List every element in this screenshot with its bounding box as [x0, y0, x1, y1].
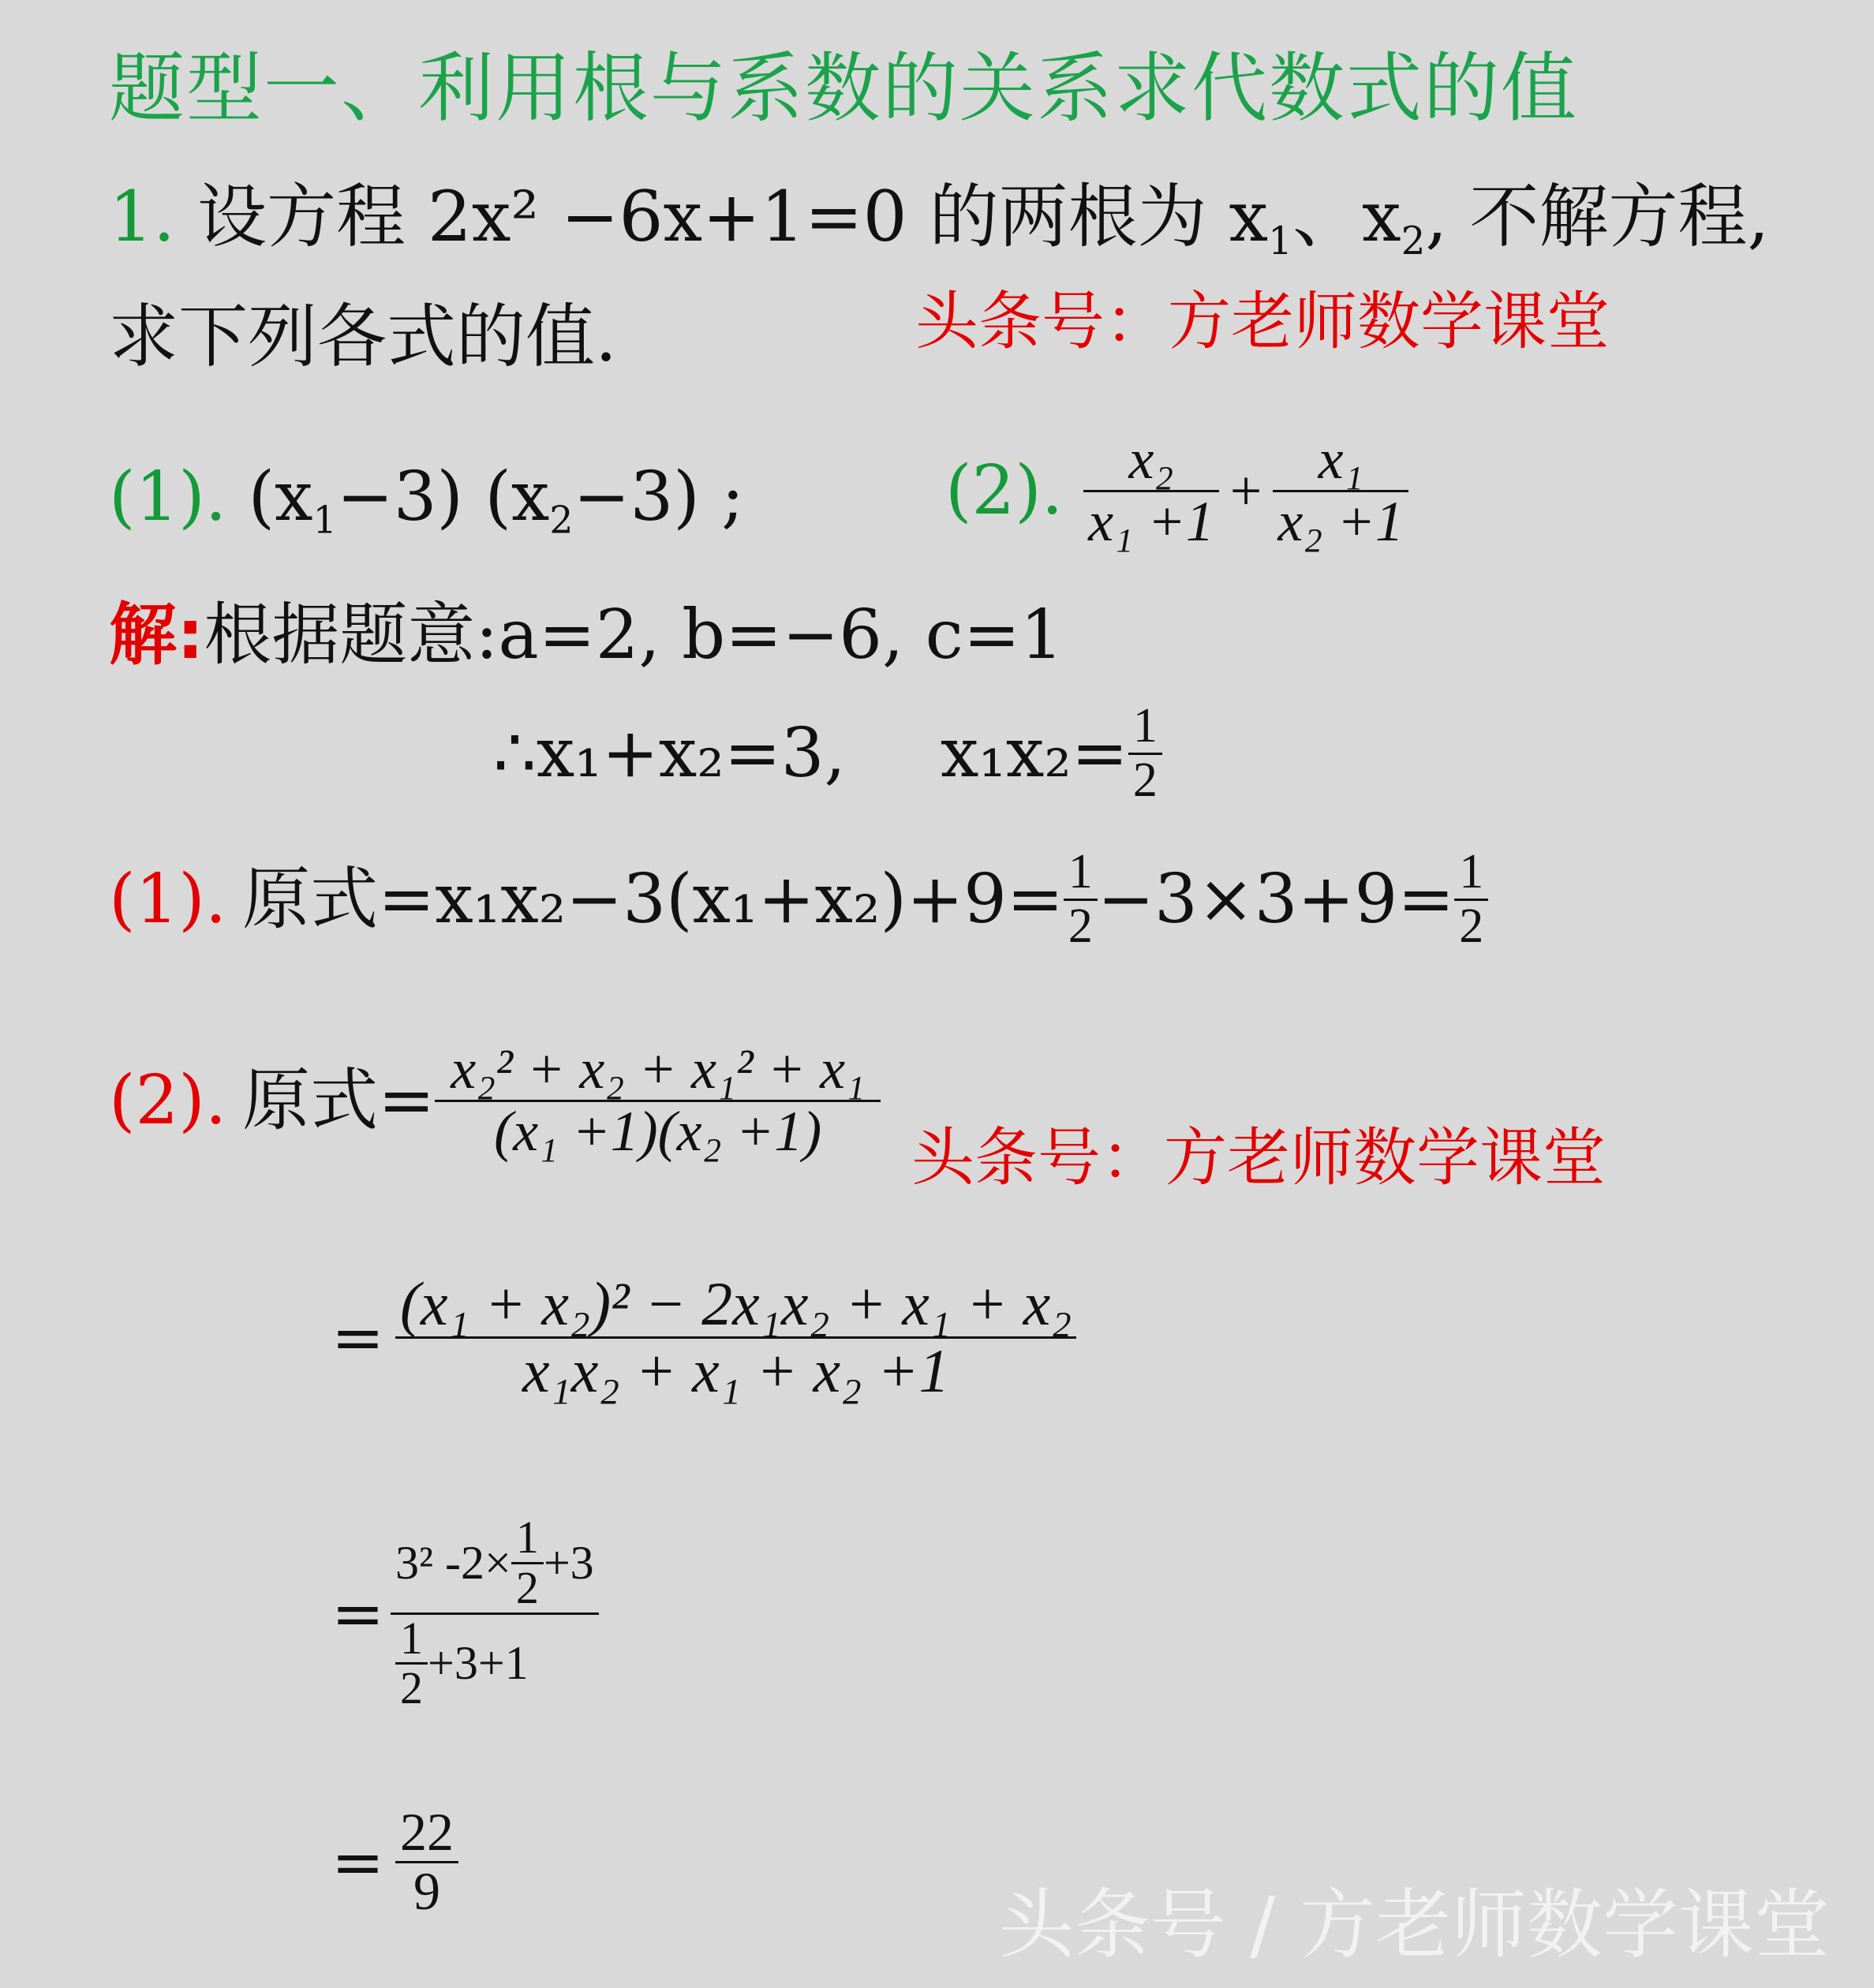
therefore-product: x₁x₂= — [940, 714, 1128, 793]
solution-2 — [109, 1006, 881, 1195]
therefore-product-frac: $\frac{1}{2}$ — [1128, 701, 1162, 805]
watermark-inline-1: 头条号：方老师数学课堂 — [915, 285, 1610, 358]
solution-1-mid: −3×3+9= — [1097, 860, 1455, 939]
question-line-2: 求下列各式的值. — [109, 296, 617, 377]
part-2-frac-1 — [1083, 427, 1219, 553]
therefore-sum: x₁+x₂=3, — [536, 714, 846, 793]
footer-watermark: 头条号 / 方老师数学课堂 — [998, 1881, 1830, 1969]
solution-2-frac: $\frac{\text{x₂² + x₂ + x₁² + x₁}}{\text{(x₁ +1)(x₂ +1)}}$ — [435, 1040, 881, 1161]
solution-1-text: 原式=x₁x₂−3(x₁+x₂)+9= — [242, 860, 1064, 939]
result-den: 9 — [413, 1860, 441, 1921]
solution-2-label: (2). — [109, 1061, 227, 1140]
result-num: 22 — [400, 1802, 454, 1863]
section-title: 题型一、利用根与系数的关系求代数式的值 — [109, 44, 1578, 133]
question-text-b: 、x — [1292, 176, 1401, 257]
question-line-1 — [109, 174, 1769, 285]
part-2-plus: + — [1229, 459, 1262, 522]
step-3-frac — [391, 1511, 599, 1714]
question-number: 1. — [109, 176, 175, 257]
step-3-den: $\frac{1}{2}$ +3+1 — [391, 1615, 533, 1713]
part-2-frac-1-num: x₂ — [1128, 427, 1174, 491]
solution-given-text: 根据题意:a=2, b=−6, c=1 — [204, 596, 1064, 674]
result-frac — [395, 1804, 458, 1919]
part-2-frac-2-num: x₁ — [1318, 427, 1363, 491]
question-sub-1: 1 — [1268, 219, 1292, 263]
question-sub-2: 2 — [1401, 219, 1426, 263]
solution-2-text: 原式= — [242, 1061, 436, 1140]
solution-1-label: (1). — [109, 860, 227, 939]
part-2-label: (2). — [945, 451, 1064, 530]
question-text-c: , 不解方程, — [1425, 176, 1770, 257]
step-3 — [331, 1483, 599, 1743]
solution-label: 解: — [109, 596, 204, 674]
therefore-line — [493, 694, 1162, 813]
part-1-label: (1). — [109, 458, 227, 536]
part-2 — [945, 412, 1408, 570]
part-1-expr-a: (x — [248, 458, 313, 536]
step-4-eq: = — [331, 1825, 385, 1899]
step-2 — [331, 1254, 1076, 1420]
solution-1-frac-a: $\frac{1}{2}$ — [1064, 846, 1098, 951]
step-3-eq: = — [331, 1576, 385, 1650]
part-1: (1). $(x_1-3)$ $(x_2-3)$ ; — [109, 458, 745, 543]
solution-1 — [109, 840, 1488, 958]
watermark-inline-2: 头条号：方老师数学课堂 — [911, 1121, 1606, 1194]
part-2-frac-1-den: x₁ +1 — [1088, 489, 1214, 553]
step-2-frac: $\frac{\text{(x₁ + x₂)² − 2x₁x₂ + x₁ + x₂}}{\text{x₁x₂ + x₁ + x₂ +1}}$ — [395, 1272, 1076, 1403]
solution-given — [109, 592, 1064, 678]
step-2-eq: = — [331, 1300, 385, 1374]
step-3-num: 3² -2× $\frac{1}{2}$ +3 — [395, 1511, 594, 1613]
part-2-frac-2 — [1273, 427, 1408, 553]
solution-1-frac-b: $\frac{1}{2}$ — [1454, 846, 1488, 951]
part-2-frac-2-den: x₂ +1 — [1277, 489, 1404, 553]
part-1-expr-b: −3) (x — [336, 458, 550, 536]
part-1-expr-c: −3) ; — [573, 458, 745, 536]
question-text-a: 设方程 2x² −6x+1=0 的两根为 x — [196, 176, 1269, 257]
therefore-symbol: ∴ — [493, 714, 537, 793]
step-4 — [331, 1783, 458, 1941]
